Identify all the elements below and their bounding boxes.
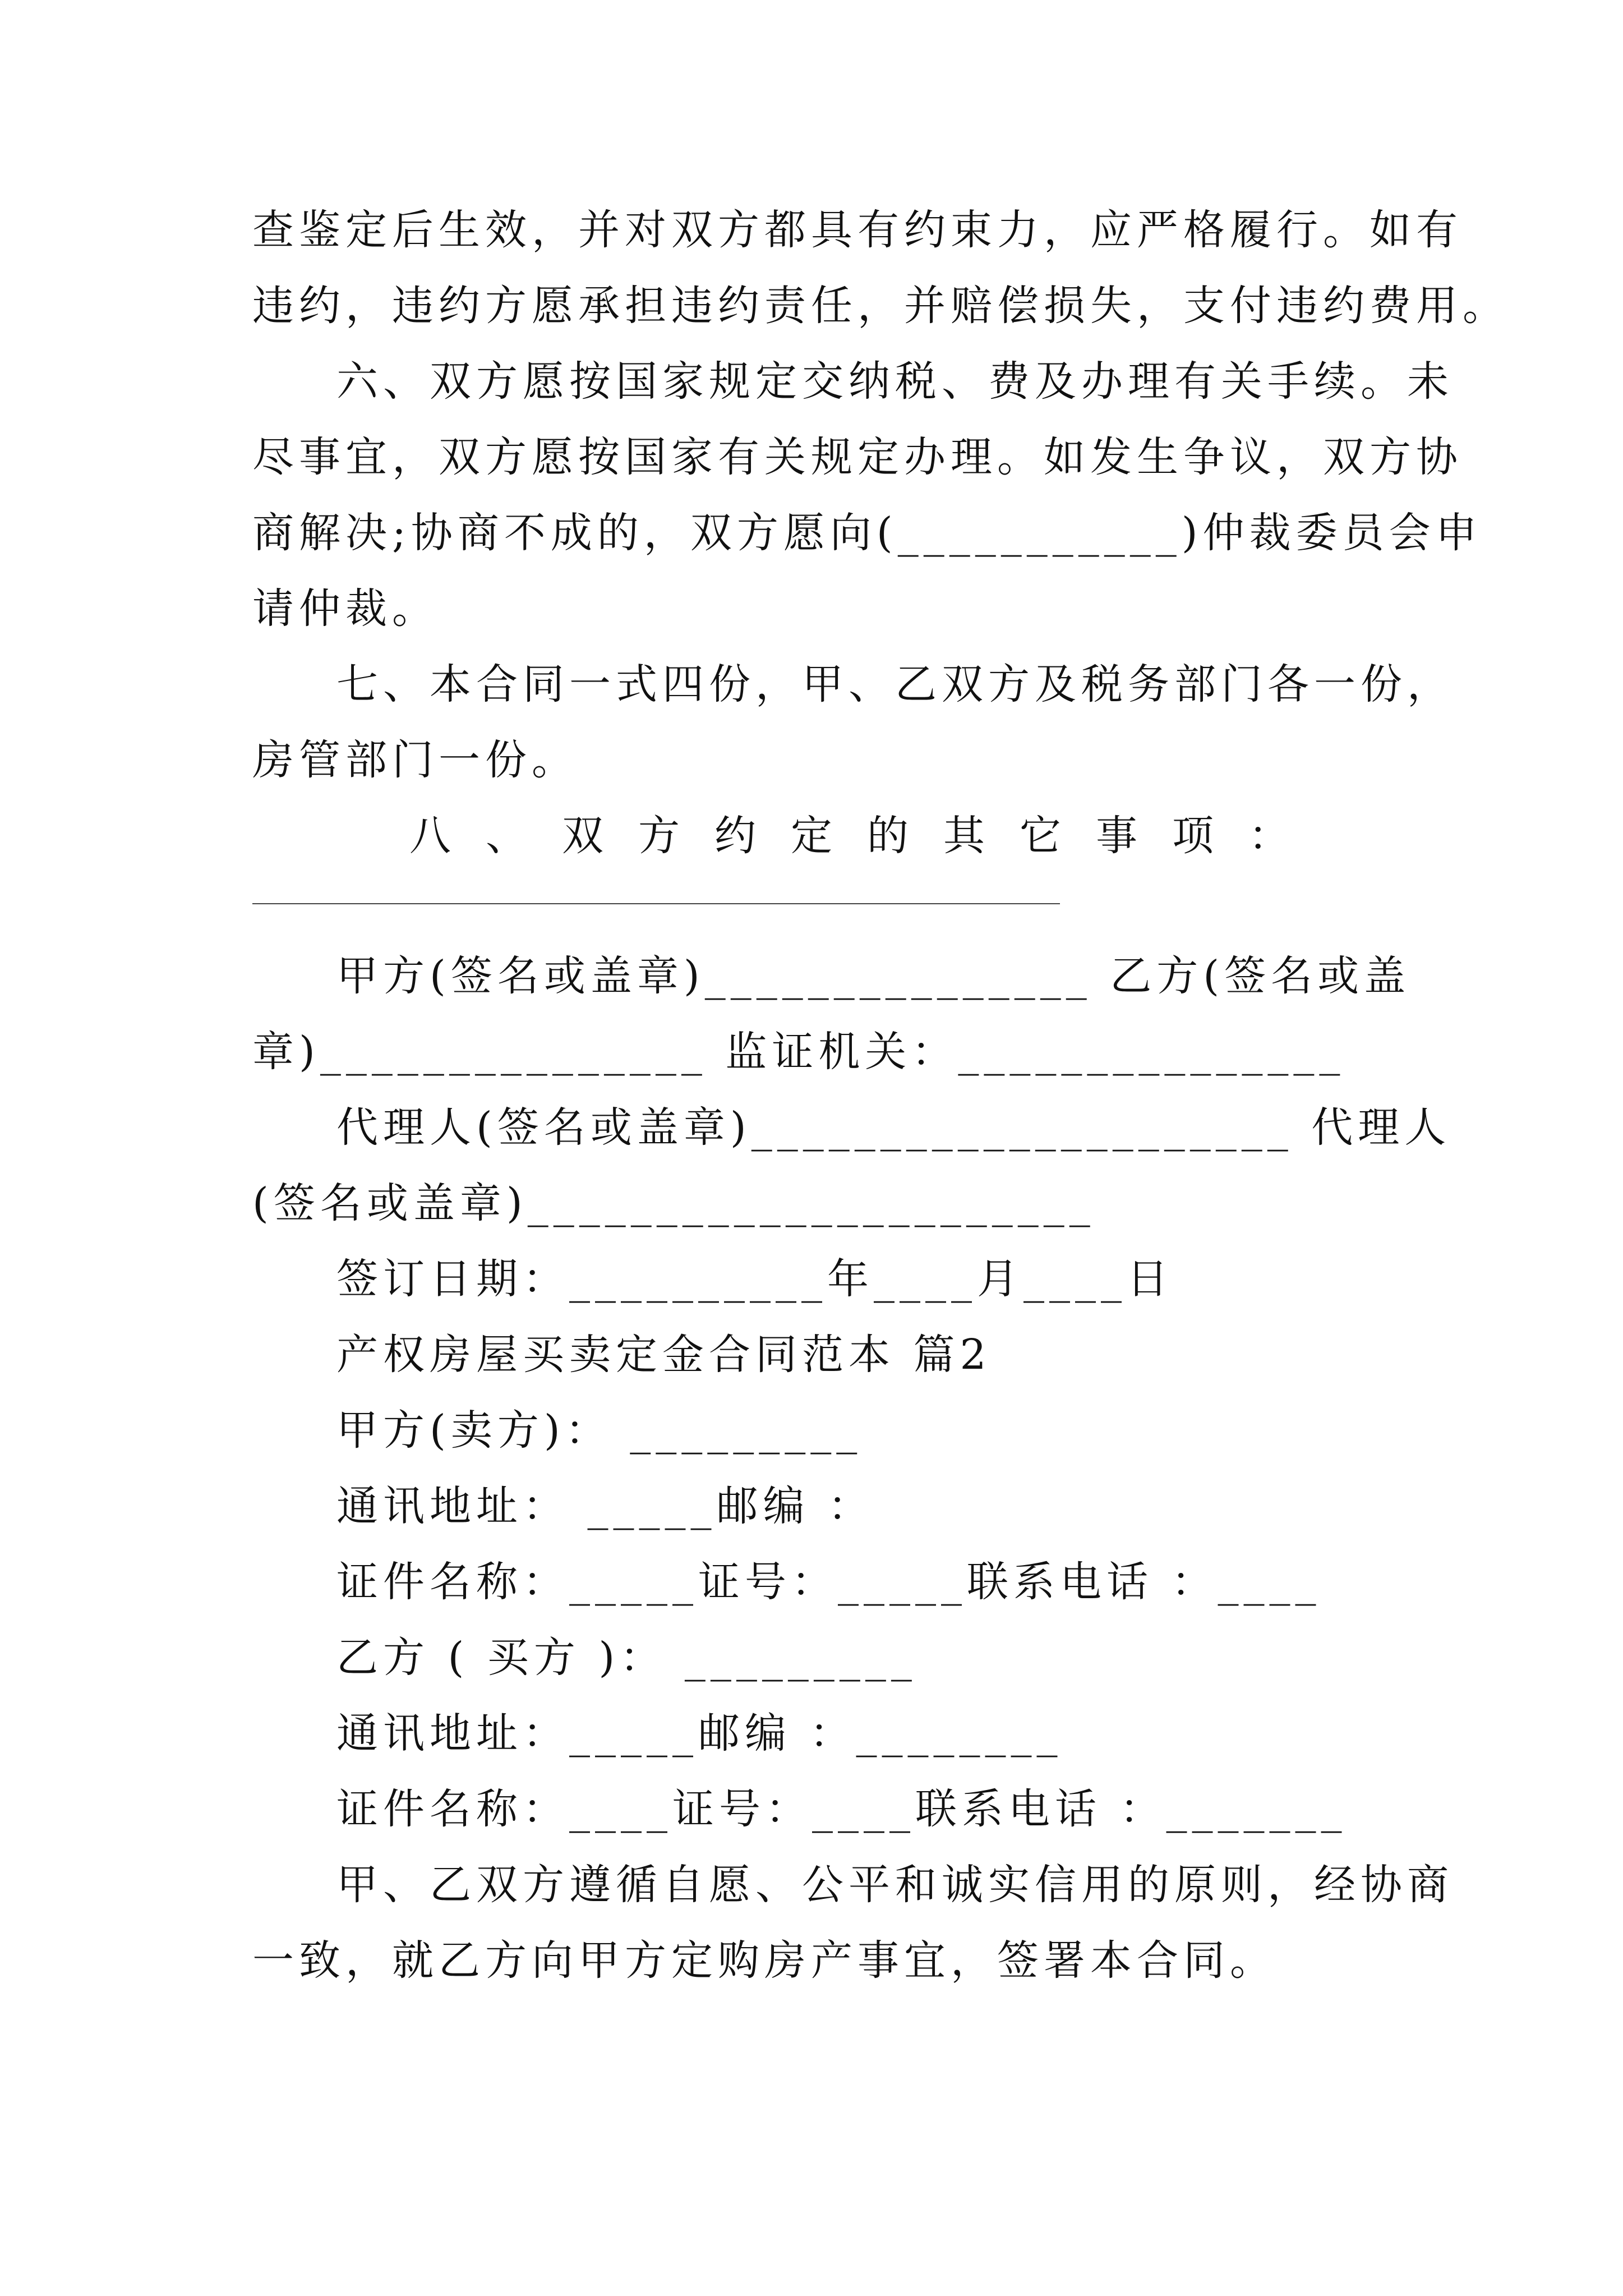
signature-line: 甲方(签名或盖章)_______________ 乙方(签名或盖 <box>336 952 1411 1000</box>
clause-6: 六、双方愿按国家规定交纳税、费及办理有关手续。未 <box>336 357 1454 406</box>
text-line: 查鉴定后生效，并对双方都具有约束力，应严格履行。如有 <box>252 206 1463 254</box>
party-b: 乙方 ( 买方 )： _________ <box>336 1634 917 1682</box>
text-line: 违约，违约方愿承担违约责任，并赔偿损失，支付违约费用。 <box>252 282 1509 330</box>
party-a-address: 通讯地址： _____邮编 ： <box>336 1482 875 1530</box>
signature-line: 章)_______________ 监证机关：_______________ <box>252 1028 1345 1076</box>
text-line: 尽事宜，双方愿按国家有关规定办理。如发生争议，双方协 <box>252 433 1463 481</box>
blank-rule <box>252 903 1060 904</box>
section-title: 产权房屋买卖定金合同范本 篇2 <box>336 1331 992 1379</box>
text-line: 请仲裁。 <box>252 585 439 633</box>
agent-line: (签名或盖章)______________________ <box>252 1179 1095 1227</box>
sign-date: 签订日期：__________年____月____日 <box>336 1255 1173 1303</box>
preamble: 一致，就乙方向甲方定购房产事宜，签署本合同。 <box>252 1936 1276 1985</box>
clause-7: 七、本合同一式四份，甲、乙双方及税务部门各一份， <box>336 660 1454 708</box>
party-a: 甲方(卖方)： _________ <box>336 1406 863 1455</box>
text-line: 房管部门一份。 <box>252 736 578 784</box>
party-b-address: 通讯地址：_____邮编 ：________ <box>336 1709 1063 1757</box>
preamble: 甲、乙双方遵循自愿、公平和诚实信用的原则，经协商 <box>336 1861 1454 1909</box>
agent-line: 代理人(签名或盖章)_____________________ 代理人 <box>336 1103 1451 1152</box>
party-b-id: 证件名称：____证号：____联系电话 ：_______ <box>336 1785 1347 1833</box>
party-a-id: 证件名称：_____证号：_____联系电话 ：____ <box>336 1558 1321 1606</box>
text-line: 商解决;协商不成的，双方愿向(___________)仲裁委员会申 <box>252 509 1482 557</box>
clause-8: 八、双方约定的其它事项： <box>409 812 1325 860</box>
